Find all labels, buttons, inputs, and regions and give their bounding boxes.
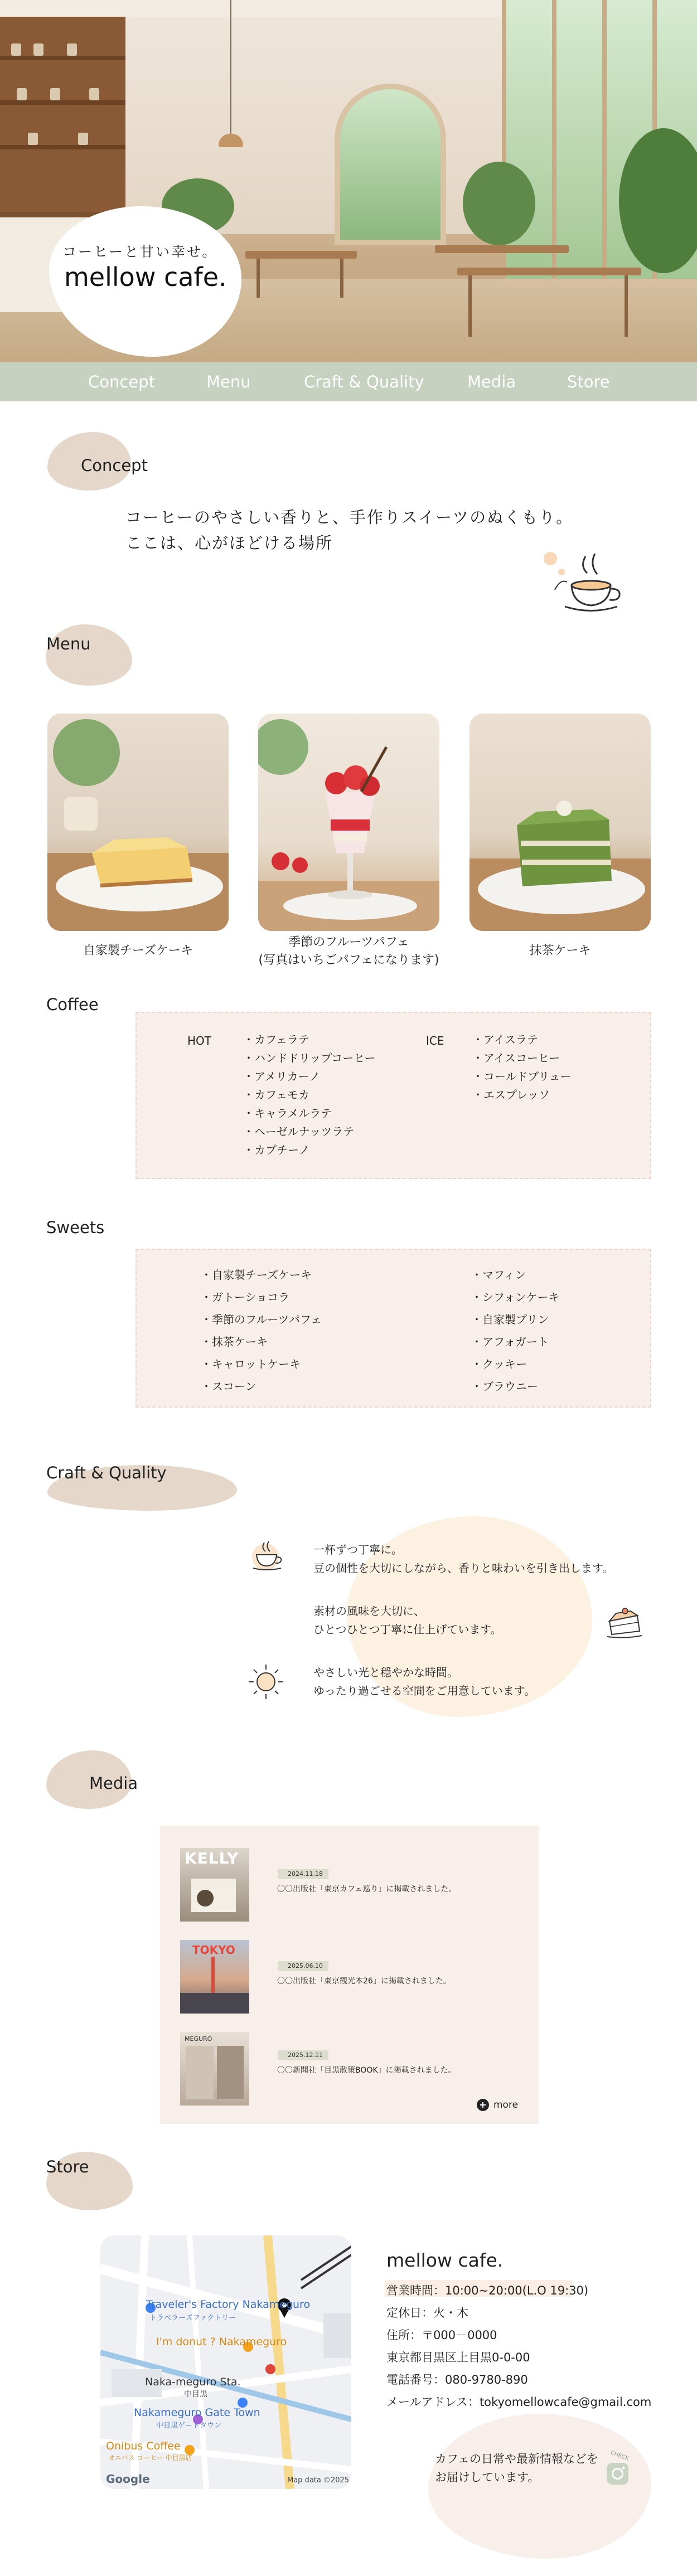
cake-slice-icon (605, 1605, 644, 1639)
craft-p1-line-1: 一杯ずつ丁寧に。 (313, 1543, 403, 1556)
matcha-cake-photo (469, 714, 651, 931)
concept-heading: Concept (81, 456, 148, 475)
store-note-line-2: お届けしています。 (435, 2471, 540, 2484)
coffee-cup-illustration-icon (538, 545, 638, 618)
sweets-heading: Sweets (46, 1218, 105, 1237)
menu-card-parfait[interactable] (258, 714, 439, 931)
nav-craft-quality[interactable]: Craft & Quality (304, 372, 424, 391)
store-name: mellow cafe. (386, 2249, 504, 2271)
store-closed-days: 定休日：火・木 (386, 2306, 468, 2320)
craft-paragraph-2 (313, 1602, 502, 1639)
coffee-ice-label: ICE (426, 1034, 444, 1047)
store-note (435, 2450, 598, 2487)
instagram-check-link[interactable] (602, 2449, 633, 2489)
hero-section (0, 0, 697, 362)
media-thumb-title: KELLY (185, 1849, 239, 1867)
cheesecake-photo (47, 714, 229, 931)
craft-p1-line-2: 豆の個性を大切にしながら、香りと味わいを引き出します。 (313, 1561, 614, 1575)
media-heading: Media (89, 1774, 138, 1793)
coffee-cup-icon (249, 1536, 285, 1573)
menu-caption-parfait-line-2: (写真はいちごパフェになります) (258, 953, 439, 967)
coffee-ice-list (472, 1031, 572, 1104)
nav-concept[interactable]: Concept (88, 372, 155, 391)
menu-heading-blob (46, 624, 132, 686)
menu-caption-parfait-line-1: 季節のフルーツパフェ (288, 935, 409, 949)
sweets-right-list (471, 1264, 560, 1398)
list-item: ・ヘーゼルナッツラテ (243, 1125, 355, 1138)
parfait-photo (258, 714, 439, 931)
media-date: 2025.06.10 (278, 1961, 328, 1971)
nav-store[interactable]: Store (567, 372, 610, 391)
menu-card-cheesecake[interactable] (47, 714, 229, 931)
craft-heading: Craft & Quality (46, 1463, 167, 1482)
list-item: ・コールドブリュー (472, 1070, 572, 1083)
nav-media[interactable]: Media (467, 372, 516, 391)
map-label: Nakameguro Gate Town (134, 2407, 260, 2419)
media-more-label: more (493, 2099, 519, 2111)
list-item: ・ガトーショコラ (201, 1291, 290, 1304)
menu-heading: Menu (46, 634, 91, 653)
nav-menu[interactable]: Menu (206, 372, 251, 391)
media-entry-text[interactable]: 〇〇出版社「東京観光本26」に掲載されました。 (277, 1977, 451, 1986)
menu-caption-parfait (258, 934, 439, 969)
list-item: ・シフォンケーキ (471, 1291, 560, 1304)
coffee-heading: Coffee (46, 995, 99, 1014)
map-label: 中目黒 (184, 2390, 207, 2399)
concept-line-2: ここは、心がほどける場所 (125, 533, 333, 552)
craft-p2-line-2: ひとつひとつ丁寧に仕上げています。 (313, 1623, 502, 1636)
store-heading: Store (46, 2157, 89, 2176)
hero-arch-window (335, 84, 446, 245)
list-item: ・アメリカーノ (243, 1070, 321, 1083)
check-label: CHECK (609, 2449, 630, 2462)
store-note-line-1: カフェの日常や最新情報などを (435, 2452, 598, 2466)
hero-plant (463, 162, 535, 245)
list-item: ・カフェモカ (243, 1088, 309, 1102)
main-nav (0, 362, 697, 401)
hero-tagline: コーヒーと甘い幸せ。 (62, 244, 218, 260)
media-date: 2024.11.18 (278, 1869, 328, 1879)
craft-p3-line-1: やさしい光と穏やかな時間。 (313, 1666, 458, 1679)
hero-shelf (0, 17, 125, 217)
list-item: ・ブラウニー (471, 1380, 538, 1393)
media-date: 2025.12.11 (278, 2050, 328, 2060)
craft-p2-line-1: 素材の風味を大切に、 (313, 1604, 425, 1618)
menu-card-matcha[interactable] (469, 714, 651, 931)
list-item: ・カプチーノ (243, 1143, 310, 1157)
list-item: ・キャロットケーキ (201, 1357, 301, 1371)
media-thumbnail[interactable] (180, 1940, 249, 2014)
map-attribution: Map data ©2025 (287, 2476, 350, 2485)
store-phone[interactable]: 電話番号：080-9780-890 (386, 2373, 528, 2386)
media-entry-text[interactable]: 〇〇新聞社「目黒散策BOOK」に掲載されました。 (277, 2066, 456, 2075)
list-item: ・キャラメルラテ (243, 1107, 332, 1120)
store-address: 東京都目黒区上目黒0-0-00 (386, 2351, 530, 2364)
list-item: ・抹茶ケーキ (201, 1335, 268, 1348)
list-item: ・マフィン (471, 1268, 526, 1282)
list-item: ・季節のフルーツパフェ (201, 1313, 322, 1326)
map-label: Naka-meguro Sta. (145, 2376, 241, 2388)
map-label: トラベラーズファクトリー (149, 2314, 236, 2322)
coffee-menu-box (135, 1012, 651, 1179)
list-item: ・クッキー (471, 1357, 527, 1371)
sun-icon (246, 1662, 285, 1701)
map-label: Onibus Coffee (106, 2440, 181, 2452)
store-map[interactable] (100, 2235, 351, 2489)
coffee-hot-list (243, 1031, 375, 1160)
map-label: I'm donut ? Nakameguro (156, 2336, 287, 2348)
list-item: ・スコーン (201, 1380, 256, 1393)
list-item: ・自家製チーズケーキ (201, 1268, 312, 1282)
store-address-postal: 住所：〒000－0000 (386, 2328, 497, 2342)
list-item: ・ハンドドリップコーヒー (243, 1051, 376, 1065)
menu-caption-matcha: 抹茶ケーキ (529, 944, 591, 958)
plus-circle-icon (477, 2099, 489, 2111)
hero-title: mellow cafe. (64, 262, 227, 292)
media-entry-text[interactable]: 〇〇出版社「東京カフェ巡り」に掲載されました。 (277, 1885, 457, 1894)
store-hours: 営業時間：10:00~20:00(L.O 19:30) (386, 2284, 589, 2297)
list-item: ・アイスラテ (472, 1033, 538, 1046)
instagram-icon (602, 2458, 633, 2489)
list-item: ・アフォガート (471, 1335, 549, 1348)
craft-p3-line-2: ゆったり過ごせる空間をご用意しています。 (313, 1684, 536, 1697)
list-item: ・アイスコーヒー (472, 1051, 560, 1065)
map-label: オニバス コーヒー 中目黒店 (108, 2454, 192, 2462)
coffee-hot-label: HOT (187, 1034, 211, 1047)
google-logo: Google (106, 2472, 150, 2486)
media-thumbnail[interactable] (180, 2032, 249, 2106)
menu-caption-cheesecake: 自家製チーズケーキ (83, 944, 193, 958)
craft-paragraph-3 (313, 1663, 535, 1700)
sweets-left-list (201, 1264, 322, 1398)
list-item: ・エスプレッソ (472, 1088, 550, 1102)
list-item: ・カフェラテ (243, 1033, 309, 1046)
list-item: ・自家製プリン (471, 1313, 549, 1326)
media-thumbnail[interactable] (180, 1848, 249, 1922)
concept-text (125, 504, 573, 556)
craft-paragraph-1 (313, 1541, 613, 1578)
media-thumb-title: MEGURO (185, 2035, 212, 2043)
concept-line-1: コーヒーのやさしい香りと、手作りスイーツのぬくもり。 (125, 508, 574, 527)
store-email[interactable]: メールアドレス：tokyomellowcafe@gmail.com (386, 2395, 652, 2409)
media-thumb-title: TOKYO (192, 1943, 235, 1957)
map-label: Traveler's Factory Nakameguro (146, 2298, 311, 2311)
map-label: 中目黒ゲートタウン (156, 2422, 222, 2430)
